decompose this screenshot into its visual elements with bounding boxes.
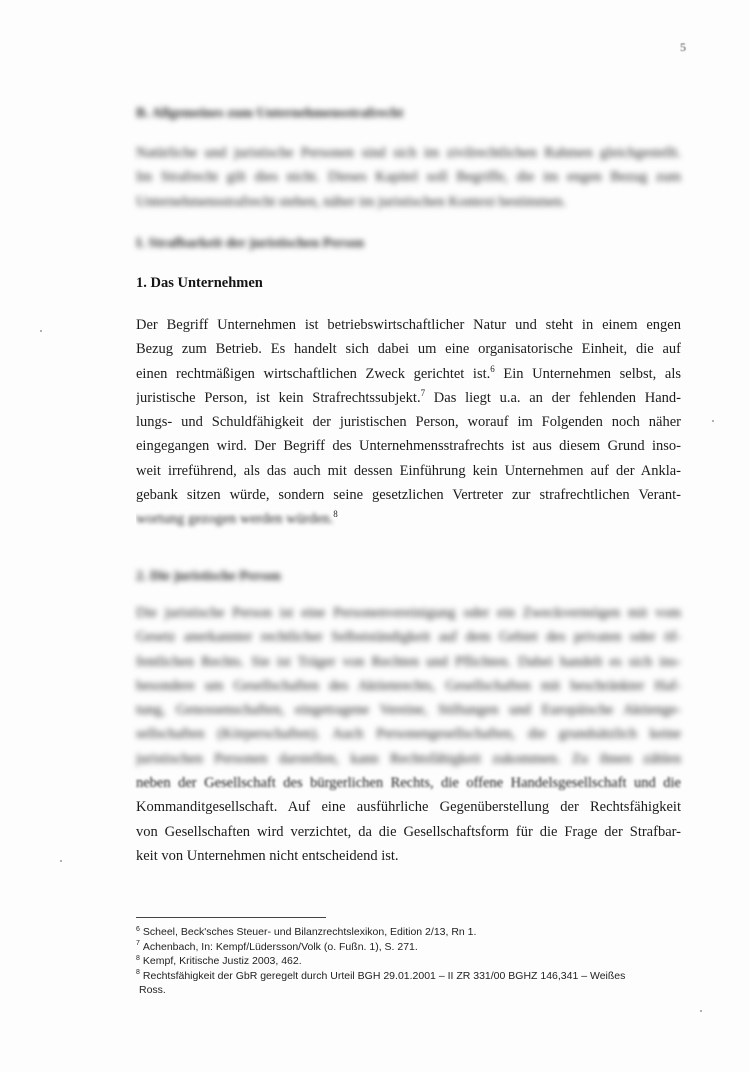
footnote-text: Kempf, Kritische Justiz 2003, 462. (142, 955, 302, 967)
text-line: Kommanditgesellschaft. Auf eine ausführliche Gegenüberstellung der Rechtsfähigkeit (136, 799, 681, 816)
text-fragment: lungs- und Schuldfähigkeit der juristischen Person, worauf im Folgenden noch näher (136, 414, 681, 431)
footnote-number: 6 (136, 925, 140, 933)
footnote-text: Rechtsfähigkeit der GbR geregelt durch Urteil BGH 29.01.2001 – II ZR 331/00 BGHZ 146,341 – Weißes (142, 969, 626, 982)
text-line (136, 459, 681, 483)
footnote (136, 983, 696, 998)
text-line: keit von Unternehmen nicht entscheidend ist. (136, 847, 399, 864)
footnote (136, 954, 696, 969)
text-line: Gesetz anerkannter rechtlicher Selbstständigkeit auf dem Gebiet des privaten oder öf- (136, 629, 681, 646)
text-line: Die juristische Person ist eine Personenvereinigung oder ein Zweckvermögen mit vom (136, 605, 681, 621)
text-fragment: Ein Unternehmen selbst, als (494, 365, 681, 382)
text-line (136, 483, 681, 507)
text-fragment: Bezug zum Betrieb. Es handelt sich dabei um eine organisatorische Einheit, die auf (136, 341, 681, 358)
text-fragment: gebank sitzen würde, sondern seine gesetzlichen Vertreter zur strafrechtlichen Verant- (136, 487, 681, 504)
section-i-heading: I. Strafbarkeit der juristischen Person (136, 236, 364, 251)
footnote (136, 940, 696, 955)
footnote-ref[interactable]: 7 (420, 388, 426, 399)
footnote-divider (136, 917, 326, 918)
section-b-paragraph (136, 141, 681, 214)
text-line (136, 313, 681, 337)
text-line: Im Strafrecht gilt dies nicht. Dieses Kapitel soll Begriffe, die im engen Bezug zum (136, 169, 681, 186)
page-number: 5 (680, 40, 686, 54)
text-line: sellschaften (Körperschaften). Auch Personengesellschaften, die grundsätzlich keine (136, 726, 681, 743)
text-line (136, 410, 681, 434)
scan-speck (40, 330, 42, 332)
scan-speck (700, 1010, 702, 1012)
text-line: juristischen Personen darstellen, kann Rechtsfähigkeit zukommen. Zu ihnen zählen (136, 750, 681, 767)
scan-speck (712, 420, 714, 422)
footnote (136, 925, 696, 940)
text-fragment: einen rechtmäßigen wirtschaftlichen Zweck gerichtet ist. (136, 365, 491, 382)
text-line: Unternehmensstrafrecht stehen, näher im juristischen Kontext bestimmen. (136, 193, 567, 210)
footnote-number: 8 (136, 969, 140, 976)
text-line: von Gesellschaften wird verzichtet, da die Gesellschaftsform für die Frage der Strafbar- (136, 823, 681, 840)
text-fragment: wortung gezogen werden würden. (136, 511, 334, 528)
text-fragment: eingegangen wird. Der Begriff des Unternehmensstrafrechts ist aus diesem Grund inso- (136, 438, 681, 455)
footnote-text: Scheel, Beck'sches Steuer- und Bilanzrechtslexikon, Edition 2/13, Rn 1. (142, 926, 477, 938)
text-fragment: Der Begriff Unternehmen ist betriebswirtschaftlicher Natur und steht in einem engen (136, 317, 681, 333)
footnote-ref[interactable]: 8 (333, 509, 338, 520)
text-line: besondere um Gesellschaften des Aktienrechts, Gesellschaften mit beschränkter Haf- (136, 677, 681, 694)
footnote-text: Achenbach, In: Kempf/Lüdersson/Volk (o. Fußn. 1), S. 271. (142, 940, 418, 953)
text-line: tung, Genossenschaften, eingetragene Vereine, Stiftungen und Europäische Aktienge- (136, 702, 681, 719)
text-line (136, 362, 681, 386)
text-fragment: Das liegt u.a. an der fehlenden Hand- (425, 389, 681, 406)
subsection-2-heading: 2. Die juristische Person (136, 569, 281, 584)
scan-speck (60, 860, 62, 862)
text-line (136, 434, 681, 458)
text-line: fentlichen Rechts. Sie ist Träger von Rechten und Pflichten. Dabei handelt es sich ins- (136, 653, 681, 670)
subsection-1-heading: 1. Das Unternehmen (136, 275, 263, 291)
text-fragment: weit irreführend, als das auch mit dessen Einführung kein Unternehmen auf der Ankla- (136, 462, 681, 479)
text-line: neben der Gesellschaft des bürgerlichen Rechts, die offene Handelsgesellschaft und die (136, 775, 681, 792)
text-line (136, 337, 681, 361)
footnotes (136, 925, 696, 998)
text-fragment: juristische Person, ist kein Strafrechtssubjekt. (136, 389, 421, 406)
footnote (136, 969, 696, 984)
footnote-number: 8 (136, 954, 140, 962)
subsection-1-paragraph (136, 313, 681, 532)
footnote-number: 7 (136, 940, 140, 947)
text-line (136, 507, 681, 531)
footnote-ref[interactable]: 6 (490, 363, 495, 374)
subsection-2-paragraph (136, 601, 681, 868)
footnote-text: Ross. (139, 984, 166, 996)
text-line (136, 386, 681, 410)
section-b-heading: B. Allgemeines zum Unternehmensstrafrecht (136, 106, 404, 121)
text-line: Natürliche und juristische Personen sind sich im zivilrechtlichen Rahmen gleichgestellt. (136, 145, 681, 161)
